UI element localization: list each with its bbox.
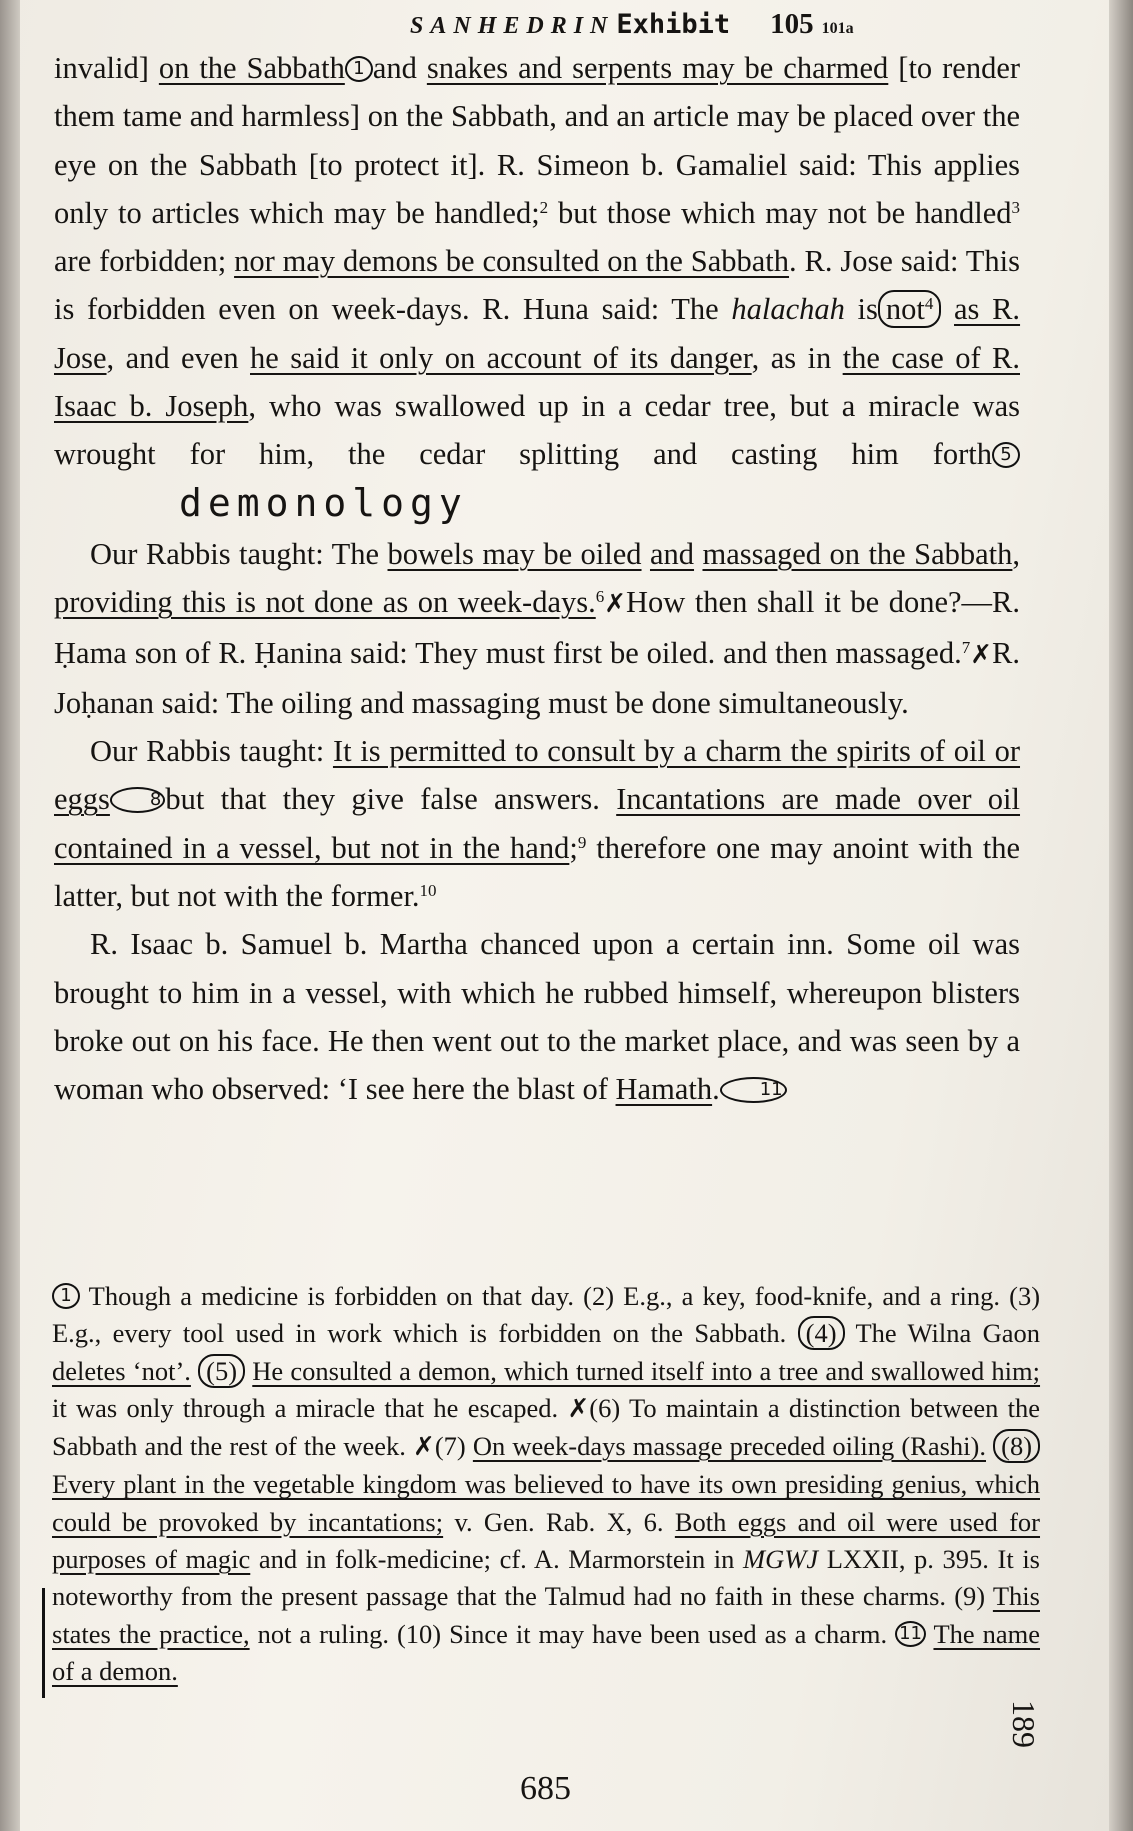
footnotes — [52, 1278, 1040, 1690]
text-span: R. Isaac b. Samuel b. Martha chanced upon a certain inn. Some oil was brought to him in a vessel, with which he rubbed himself, whereupon blisters broke out on his face. He then went out to the market place, and was seen by a woman who observed: ‘I see here the blast of — [54, 927, 1020, 1107]
underlined-phrase: nor may demons be consulted on the Sabbath — [234, 244, 790, 279]
italic-term: halachah — [731, 292, 845, 327]
underlined-phrase: Both eggs and oil were used for purposes of magic — [52, 1506, 1041, 1575]
circled-note-marker: 1 — [345, 56, 373, 82]
handwritten-x-mark: ✗ — [604, 589, 627, 620]
footnote-text: it was only through a miracle that he escaped. — [52, 1392, 559, 1423]
footnote-text: Since it may have been used as a charm. — [449, 1618, 888, 1649]
handwritten-x-mark: ✗ — [567, 1393, 590, 1424]
underlined-phrase: deletes ‘not’. — [52, 1355, 191, 1386]
text-span: , who was swallowed up in a cedar tree, but a miracle was wrought for him, the cedar splitting and casting him forth — [54, 389, 1020, 472]
footnote-text: E.g., every tool used in work which is forbidden on the Sabbath. — [52, 1318, 787, 1349]
underlined-phrase: It is permitted to consult by a charm the spirits of oil or eggs — [54, 734, 1021, 817]
text-span: invalid] — [54, 51, 149, 85]
footnote-number: (5) — [198, 1354, 245, 1388]
text-span: Our Rabbis taught: The — [90, 536, 380, 571]
folio-number: 101a — [821, 20, 854, 37]
underlined-phrase: Incantations are made over oil contained in a vessel, but not in the hand — [54, 782, 1021, 865]
handwritten-x-mark: ✗ — [970, 639, 993, 670]
footnote-number: (6) — [589, 1392, 621, 1423]
underlined-phrase: as R. Jose — [54, 292, 1021, 375]
handwritten-annotation: demonology — [179, 480, 468, 525]
circled-note-marker: 11 — [720, 1077, 787, 1103]
text-span: [to render them tame and harmless] on the Sabbath, and an article may be placed over the eye on the Sabbath [to protect it]. R. Simeon b. Gamaliel said: This applies only to articles which may be handled; — [54, 51, 1021, 230]
underlined-phrase: bowels may be oiled — [387, 536, 642, 571]
footer-page-number: 685 — [520, 1770, 571, 1807]
footnote-number: (10) — [396, 1618, 442, 1649]
circled-word-text: not — [885, 292, 925, 327]
underlined-phrase: massaged on the Sabbath — [702, 536, 1013, 571]
footnote-ref: 9 — [577, 832, 587, 852]
footnote-text: The Wilna Gaon — [855, 1318, 1040, 1349]
underlined-phrase: On week-days massage preceded oiling (Rashi). — [472, 1431, 986, 1462]
text-span: , and even — [106, 340, 239, 375]
footnote-text: Though a medicine is forbidden on that day. — [88, 1281, 574, 1311]
footnote-ref: 7 — [961, 637, 971, 657]
circled-word — [878, 290, 941, 328]
footnote-text: and in folk-medicine; cf. A. Marmorstein in — [258, 1544, 735, 1575]
footnote-number: 1 — [52, 1283, 80, 1309]
text-span: ; — [569, 830, 578, 865]
footnote-number: (4) — [798, 1316, 845, 1350]
footnote-ref: 3 — [1011, 197, 1021, 217]
footnote-number: 11 — [895, 1621, 926, 1647]
footnote-text: LXXII, p. 395. It is noteworthy from the present passage that the Talmud had no faith in these charms. — [52, 1544, 1040, 1612]
footnote-ref: 4 — [924, 294, 934, 314]
footnote-number: (9) — [954, 1581, 986, 1612]
margin-line — [42, 1588, 45, 1698]
footnote-ref: 2 — [539, 197, 549, 217]
underlined-phrase: on the Sabbath — [158, 51, 345, 85]
underlined-phrase: The name of a demon. — [52, 1618, 1040, 1686]
text-span: and — [372, 51, 417, 85]
underlined-phrase: and — [649, 536, 695, 571]
footnote-block — [52, 1278, 1040, 1690]
text-span: . — [712, 1072, 720, 1107]
text-span: but that they give false answers. — [165, 782, 600, 817]
paragraph-3 — [54, 727, 1020, 920]
underlined-phrase: He consulted a demon, which turned itself into a tree and swallowed him; — [252, 1355, 1041, 1386]
exhibit-stamp: Exhibit — [616, 9, 731, 40]
footnote-number: (2) — [583, 1281, 615, 1311]
text-span: How then shall it be done?—R. Ḥama son of R. Ḥanina said: They must first be oiled. and then massaged. — [54, 585, 1020, 670]
running-head: SANHEDRIN — [410, 13, 615, 39]
paragraph-4 — [54, 920, 1020, 1113]
underlined-phrase: This states the practice, — [52, 1581, 1040, 1649]
text-span: but those which may not be handled — [557, 195, 1012, 230]
footnote-text: E.g., a key, food-knife, and a ring. — [623, 1281, 1000, 1311]
text-span: is — [857, 292, 878, 327]
header-page-number: 105 — [770, 8, 814, 40]
footnote-number: (3) — [1009, 1281, 1041, 1311]
paragraph-1 — [54, 44, 1020, 530]
page-header — [410, 8, 1033, 41]
footnote-text: v. Gen. Rab. X, 6. — [454, 1506, 664, 1537]
text-span: Our Rabbis taught: — [90, 734, 325, 769]
text-span: , as in — [751, 340, 832, 375]
text-span: R. Joḥanan said: The oiling and massaging must be done simultaneously. — [54, 635, 1020, 720]
underlined-phrase: the case of R. Isaac b. Joseph — [54, 340, 1020, 424]
underlined-phrase: snakes and serpents may be charmed — [426, 51, 889, 85]
text-span: . R. Jose said: This is forbidden even on week-days. R. Huna said: The — [54, 244, 1020, 327]
footnote-text: To maintain a distinction between the Sabbath and the rest of the week. — [52, 1392, 1041, 1462]
footnote-ref: 10 — [419, 881, 437, 901]
footnote-text: not a ruling. — [257, 1618, 389, 1649]
circled-note-marker: 5 — [992, 442, 1020, 468]
underlined-phrase: Every plant in the vegetable kingdom was believed to have its own presiding genius, which could be provoked by incantations; — [52, 1469, 1040, 1537]
footnote-number: (8) — [993, 1429, 1040, 1463]
circled-note-marker: 8 — [110, 787, 165, 813]
text-span: , — [1012, 536, 1021, 571]
main-text — [54, 44, 1020, 1114]
text-span: therefore one may anoint with the latter, but not with the former. — [54, 830, 1020, 914]
journal-abbrev: MGWJ — [743, 1544, 819, 1575]
handwritten-x-mark: ✗ — [413, 1432, 435, 1463]
page-edge-left — [0, 0, 20, 1831]
underlined-phrase: he said it only on account of its danger — [250, 340, 752, 375]
footnote-ref: 6 — [595, 587, 605, 607]
underlined-phrase: providing this is not done as on week-days. — [54, 585, 596, 620]
side-page-number: 189 — [1006, 1700, 1042, 1748]
underlined-phrase: Hamath — [615, 1072, 713, 1107]
page-edge-right — [1109, 0, 1133, 1831]
footnote-number: (7) — [434, 1431, 466, 1462]
text-span: are forbidden; — [54, 244, 227, 279]
paragraph-2 — [54, 530, 1020, 727]
